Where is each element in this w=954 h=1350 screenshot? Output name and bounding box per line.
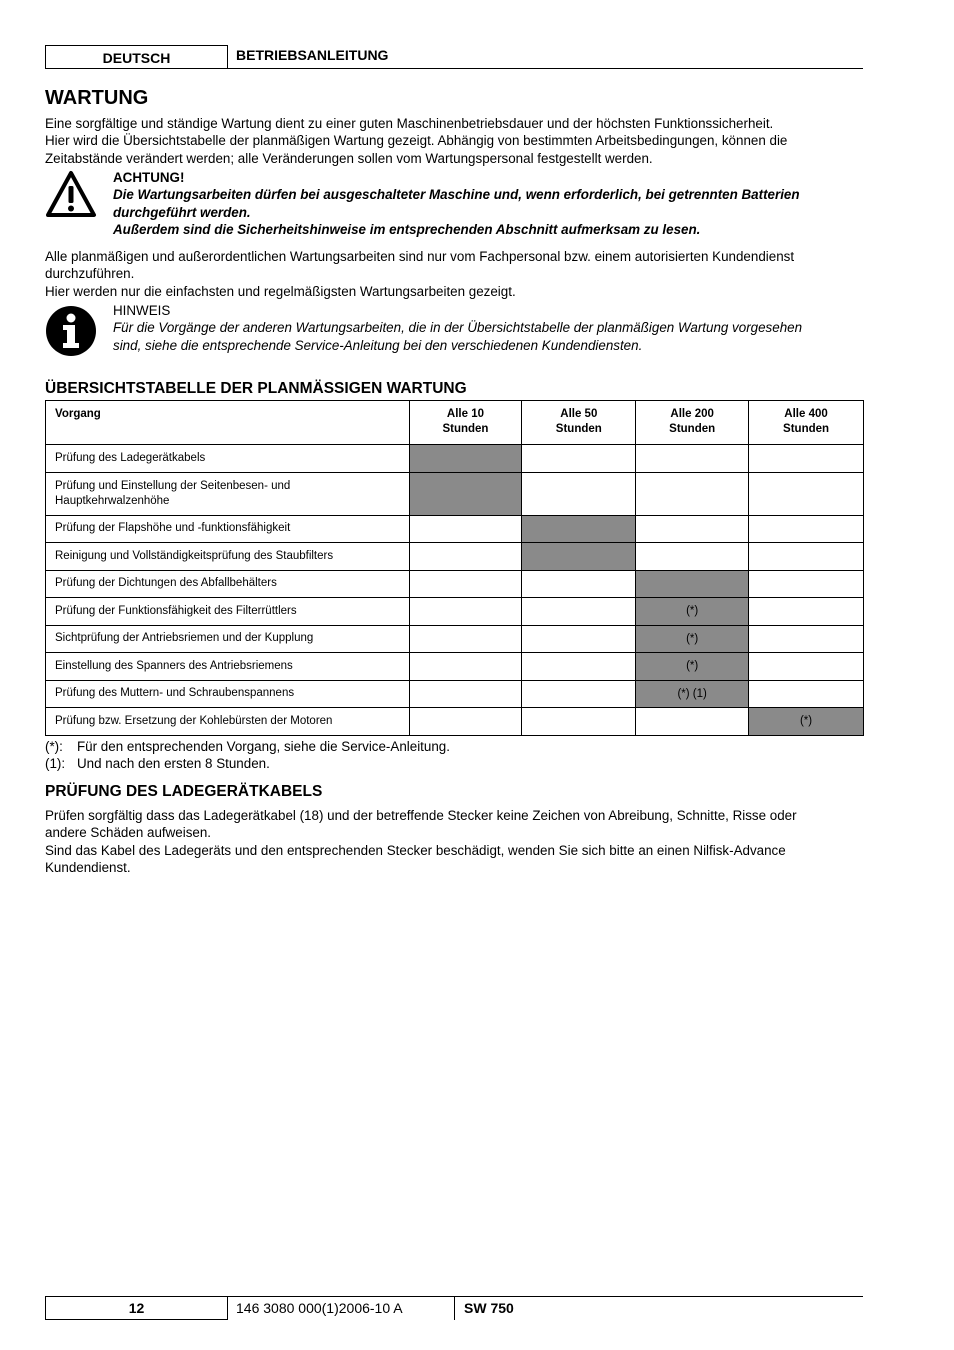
table-row (46, 472, 864, 515)
maintenance-paragraph: Alle planmäßigen und außerordentlichen Wartungsarbeiten sind nur vom Fachpersonal bzw. einem autorisierten Kundendienst durchzuführen. Hier werden nur die einfachsten und regelmäßigsten Wartungsarbeiten gezeigt. (45, 249, 795, 299)
footnote: (*): Für den entsprechenden Vorgang, siehe die Service-Anleitung. (45, 739, 450, 754)
warning-note: ACHTUNG! Die Wartungsarbeiten dürfen bei ausgeschalteter Maschine und, wenn erforderlich, bei getrennten Batterien durchgeführt werden. Außerdem sind die Sicherheitshinweise im entsprechenden Abschnitt aufmerksam zu lesen. (113, 169, 873, 239)
interval-cell (522, 680, 636, 708)
interval-cell (749, 445, 864, 473)
operation-cell: Sichtprüfung der Antriebsriemen und der Kupplung (46, 625, 410, 653)
table-row (46, 445, 864, 473)
interval-cell (749, 515, 864, 543)
page-footer (45, 1296, 863, 1319)
header-cell-operation: Vorgang (46, 401, 410, 445)
interval-cell (409, 515, 522, 543)
interval-cell (749, 598, 864, 626)
operation-cell: Prüfung der Flapshöhe und -funktionsfähigkeit (46, 515, 410, 543)
intro-paragraph: Eine sorgfältige und ständige Wartung dient zu einer guten Maschinenbetriebsdauer und der höchsten Funktionssicherheit. Hier wird die Übersichtstabelle der planmäßigen Wartung gezeigt. Abhängig von bestimmten Arbeitsbedingungen, können die Zeitabstände verändert werden; alle Veränderungen sollen vom Wartungspersonal festgestellt werden. (45, 116, 788, 166)
header-language: DEUTSCH (45, 45, 228, 69)
interval-cell (409, 543, 522, 571)
interval-cell: (*) (636, 598, 749, 626)
footnotes (45, 738, 450, 773)
interval-cell (636, 570, 749, 598)
interval-cell (749, 680, 864, 708)
interval-cell (636, 515, 749, 543)
interval-cell (409, 680, 522, 708)
operation-cell: Prüfung des Muttern- und Schraubenspannens (46, 680, 410, 708)
table-row (46, 570, 864, 598)
footer-divider (454, 1297, 455, 1320)
interval-cell (522, 543, 636, 571)
interval-cell (409, 570, 522, 598)
operation-cell: Reinigung und Vollständigkeitsprüfung des Staubfilters (46, 543, 410, 571)
section-title: WARTUNG (45, 87, 149, 109)
interval-cell (522, 472, 636, 515)
interval-cell (749, 472, 864, 515)
interval-cell (749, 625, 864, 653)
table-row (46, 680, 864, 708)
interval-cell (522, 598, 636, 626)
interval-cell (749, 543, 864, 571)
interval-cell (409, 472, 522, 515)
header-cell-400h: Alle 400 Stunden (749, 401, 864, 445)
operation-cell: Prüfung des Ladegerätkabels (46, 445, 410, 473)
interval-cell (636, 708, 749, 736)
interval-cell (409, 708, 522, 736)
table-row (46, 625, 864, 653)
hint-title: HINWEIS (113, 303, 171, 318)
interval-cell (409, 625, 522, 653)
interval-cell: (*) (749, 708, 864, 736)
header-cell-50h: Alle 50 Stunden (522, 401, 636, 445)
header-cell-200h: Alle 200 Stunden (636, 401, 749, 445)
interval-cell (522, 570, 636, 598)
interval-cell (409, 445, 522, 473)
table-title: ÜBERSICHTSTABELLE DER PLANMÄSSIGEN WARTUNG (45, 380, 467, 397)
model-name: SW 750 (464, 1300, 514, 1316)
interval-cell (522, 625, 636, 653)
operation-cell: Prüfung der Funktionsfähigkeit des Filterrüttlers (46, 598, 410, 626)
interval-cell (749, 570, 864, 598)
table-header-row (46, 401, 864, 445)
interval-cell (636, 472, 749, 515)
operation-cell: Prüfung bzw. Ersetzung der Kohlebürsten der Motoren (46, 708, 410, 736)
warning-title: ACHTUNG! (113, 170, 185, 185)
document-code: 146 3080 000(1)2006-10 A (236, 1300, 403, 1316)
table-row (46, 515, 864, 543)
section2-paragraph: Prüfen sorgfältig dass das Ladegerätkabel (18) und der betreffende Stecker keine Zeichen von Abreibung, Schnitte, Risse oder andere Schäden aufweisen. Sind das Kabel des Ladegeräts und den entsprechenden Stecker beschädigt, wenden Sie sich bitte an einen Nilfisk-Advance Kundendienst. (45, 808, 797, 876)
operation-cell: Einstellung des Spanners des Antriebsriemens (46, 653, 410, 681)
footnote: (1): Und nach den ersten 8 Stunden. (45, 756, 270, 772)
hint-note: HINWEIS Für die Vorgänge der anderen Wartungsarbeiten, die in der Übersichtstabelle der planmäßigen Wartung vorgesehen sind, siehe die entsprechende Service-Anleitung bei den verschiedenen Kundendiensten. (113, 302, 873, 354)
info-icon (45, 305, 97, 357)
page-header (45, 45, 863, 69)
section2-title: PRÜFUNG DES LADEGERÄTKABELS (45, 783, 323, 800)
interval-cell: (*) (1) (636, 680, 749, 708)
interval-cell: (*) (636, 625, 749, 653)
interval-cell (636, 445, 749, 473)
interval-cell (409, 653, 522, 681)
table-row (46, 653, 864, 681)
operation-cell: Prüfung und Einstellung der Seitenbesen- und Hauptkehrwalzenhöhe (46, 472, 410, 515)
interval-cell (522, 653, 636, 681)
interval-cell (522, 445, 636, 473)
interval-cell (522, 515, 636, 543)
interval-cell (522, 708, 636, 736)
header-cell-10h: Alle 10 Stunden (409, 401, 522, 445)
interval-cell (636, 543, 749, 571)
operation-cell: Prüfung der Dichtungen des Abfallbehälters (46, 570, 410, 598)
interval-cell: (*) (636, 653, 749, 681)
table-row (46, 543, 864, 571)
warning-triangle-icon (45, 170, 97, 218)
interval-cell (409, 598, 522, 626)
page-number: 12 (45, 1297, 228, 1320)
header-doc-type: BETRIEBSANLEITUNG (236, 47, 389, 63)
table-row (46, 598, 864, 626)
interval-cell (749, 653, 864, 681)
table-row (46, 708, 864, 736)
maintenance-table (45, 400, 864, 736)
